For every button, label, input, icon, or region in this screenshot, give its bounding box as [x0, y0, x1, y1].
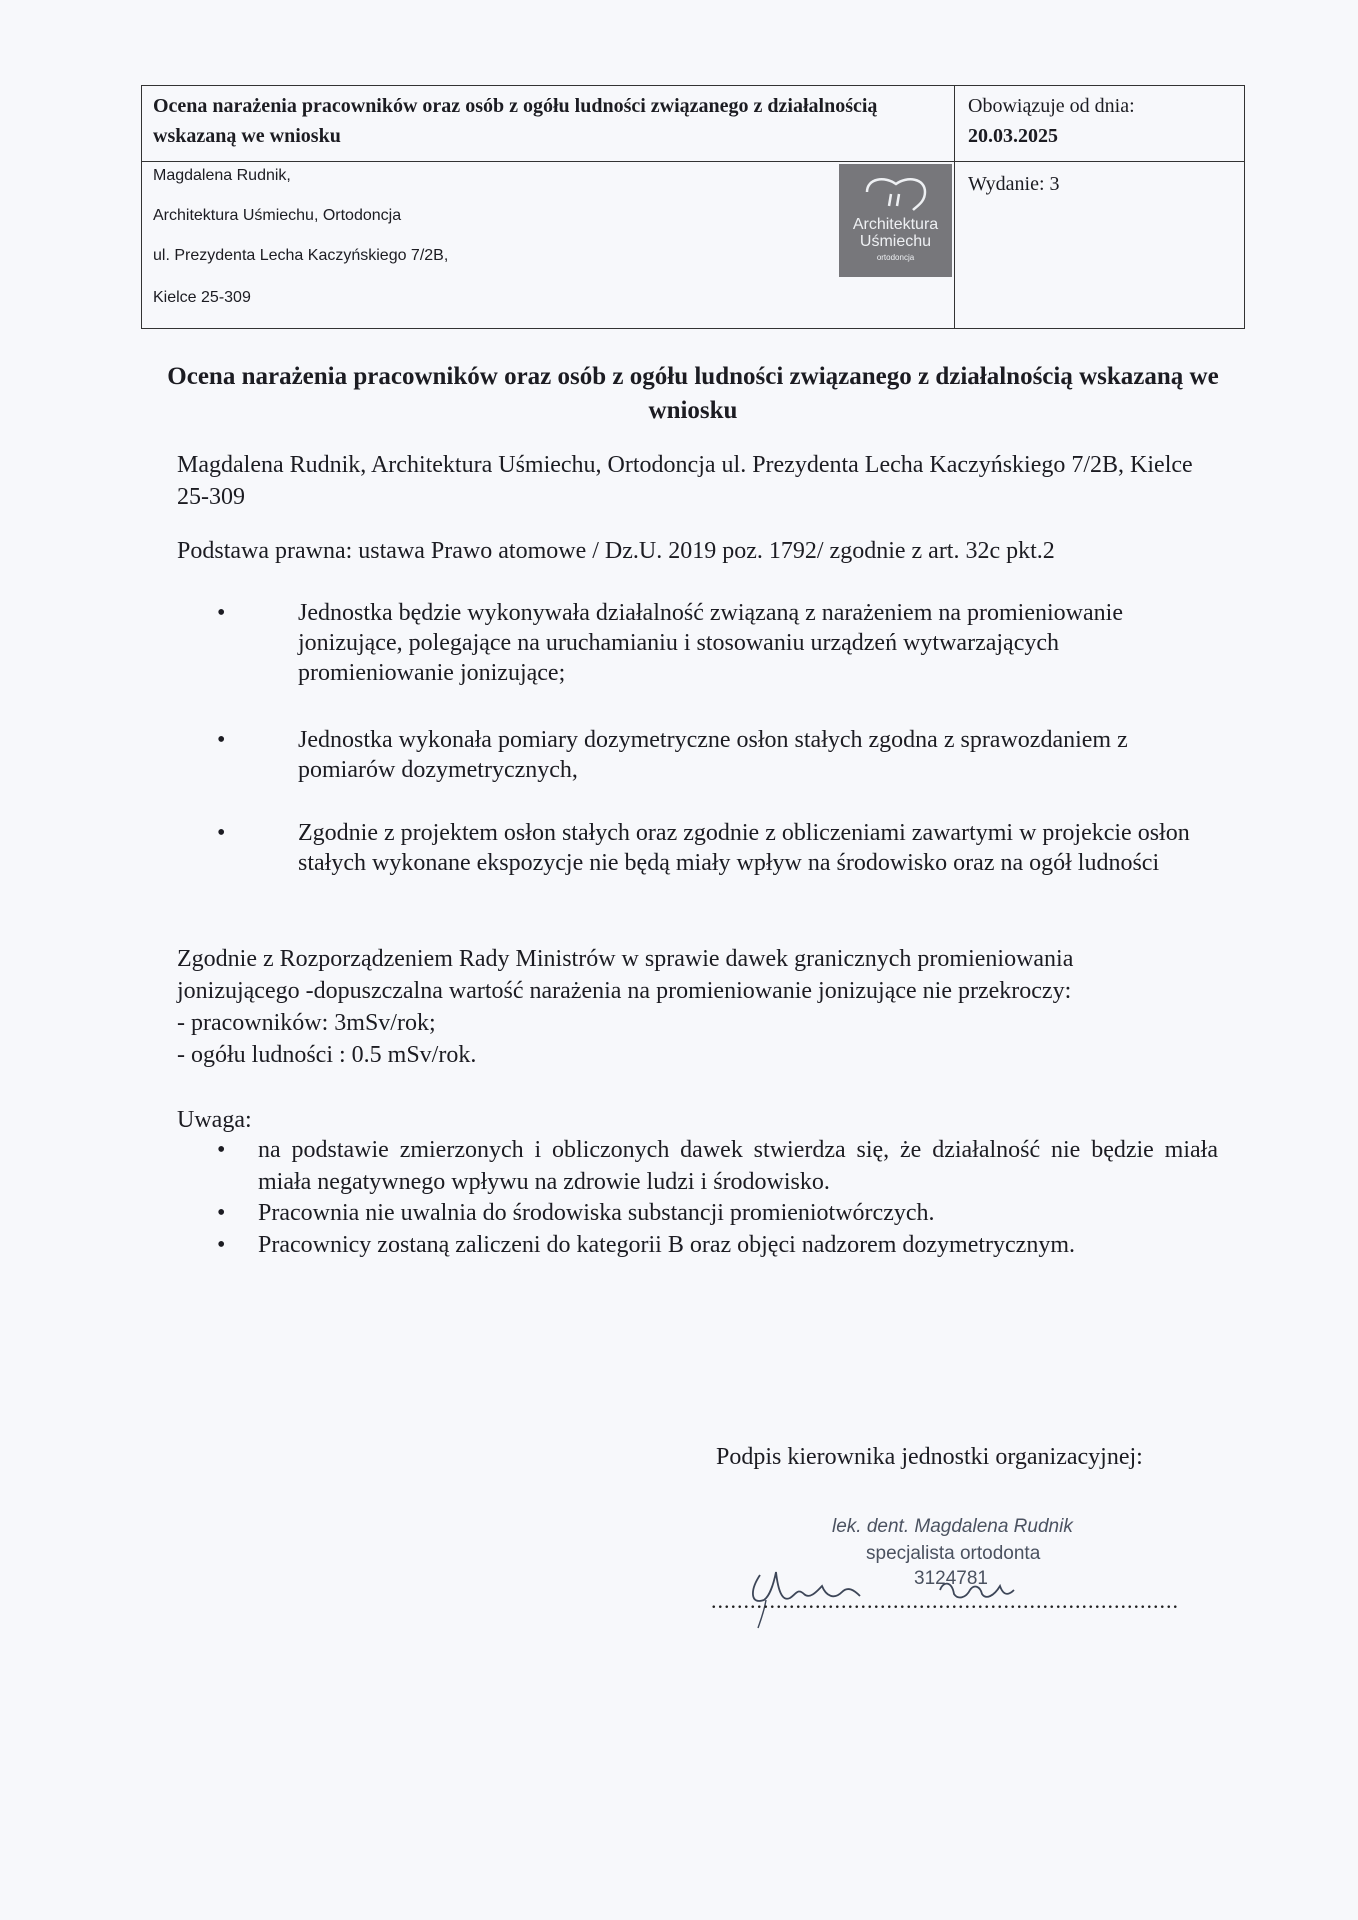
regulation-line: Zgodnie z Rozporządzeniem Rady Ministrów w sprawie dawek granicznych promieniowania [177, 946, 1074, 972]
logo-text-line1: Architektura [852, 216, 939, 233]
stamp-title: specjalista ortodonta [866, 1543, 1041, 1564]
bullet-icon: • [217, 727, 226, 753]
note-label: Uwaga: [177, 1107, 252, 1133]
logo-text-line2: Uśmiechu [859, 233, 932, 250]
list-item-text: Pracownicy zostaną zaliczeni do kategorii B oraz objęci nadzorem dozymetrycznym. [258, 1232, 1075, 1258]
list-item-text: Jednostka wykonała pomiary dozymetryczne osłon stałych zgodna z sprawozdaniem z pomiarów dozymetrycznych, [298, 727, 1128, 783]
header-title: Ocena narażenia pracowników oraz osób z ogółu ludności związanego z działalnością wskazaną we wniosku [153, 95, 878, 147]
list-item-text: Zgodnie z projektem osłon stałych oraz zgodnie z obliczeniami zawartymi w projekcie osłon stałych wykonane ekspozycje nie będą miały wpływ na środowisko oraz na ogół ludności [298, 820, 1190, 876]
header-address-line: ul. Prezydenta Lecha Kaczyńskiego 7/2B, [153, 247, 449, 264]
valid-from-date: 20.03.2025 [968, 125, 1058, 147]
bullet-icon: • [217, 1137, 226, 1163]
bullet-icon: • [217, 600, 226, 626]
list-item-text: Jednostka będzie wykonywała działalność związaną z narażeniem na promieniowanie jonizujące, polegające na uruchamianiu i stosowaniu urządzeń wytwarzających promieniowanie jonizujące; [298, 600, 1123, 686]
legal-basis: Podstawa prawna: ustawa Prawo atomowe / Dz.U. 2019 poz. 1792/ zgodnie z art. 32c pkt.2 [177, 538, 1055, 564]
header-divider-horizontal [142, 161, 1244, 162]
list-item-text: na podstawie zmierzonych i obliczonych dawek stwierdza się, że działalność nie będzie miała miała negatywnego wpływu na zdrowie ludzi i środowisko. [258, 1137, 1218, 1195]
header-address-line: Kielce 25-309 [153, 289, 251, 306]
valid-from-label: Obowiązuje od dnia: [968, 95, 1135, 117]
regulation-line: jonizującego -dopuszczalna wartość narażenia na promieniowanie jonizujące nie przekroczy: [177, 978, 1072, 1004]
document-title: Ocena narażenia pracowników oraz osób z ogółu ludności związanego z działalnością wskazaną we wniosku [167, 363, 1219, 424]
stamp-number: 3124781 [914, 1568, 988, 1589]
signature-line: ........................................................................ [711, 1588, 1179, 1613]
header-address-line: Architektura Uśmiechu, Ortodoncja [153, 207, 402, 224]
header-table [141, 85, 1245, 329]
signature-label: Podpis kierownika jednostki organizacyjnej: [716, 1444, 1143, 1470]
header-divider-vertical [954, 86, 955, 328]
address-paragraph: Magdalena Rudnik, Architektura Uśmiechu, Ortodoncja ul. Prezydenta Lecha Kaczyńskiego 7/2B, Kielce 25-309 [177, 452, 1193, 510]
dose-limit-public: - ogółu ludności : 0.5 mSv/rok. [177, 1042, 477, 1068]
bullet-icon: • [217, 1200, 226, 1226]
bullet-icon: • [217, 820, 226, 846]
header-address-line: Magdalena Rudnik, [153, 167, 291, 184]
company-logo [839, 164, 952, 277]
dose-limit-workers: - pracowników: 3mSv/rok; [177, 1010, 436, 1036]
bullet-icon: • [217, 1232, 226, 1258]
list-item-text: Pracownia nie uwalnia do środowiska substancji promieniotwórczych. [258, 1200, 935, 1226]
stamp-name: lek. dent. Magdalena Rudnik [832, 1516, 1073, 1537]
edition-label: Wydanie: 3 [968, 173, 1060, 195]
logo-text-line3: ortodoncja [876, 253, 915, 262]
tooth-logo-icon [861, 172, 931, 214]
